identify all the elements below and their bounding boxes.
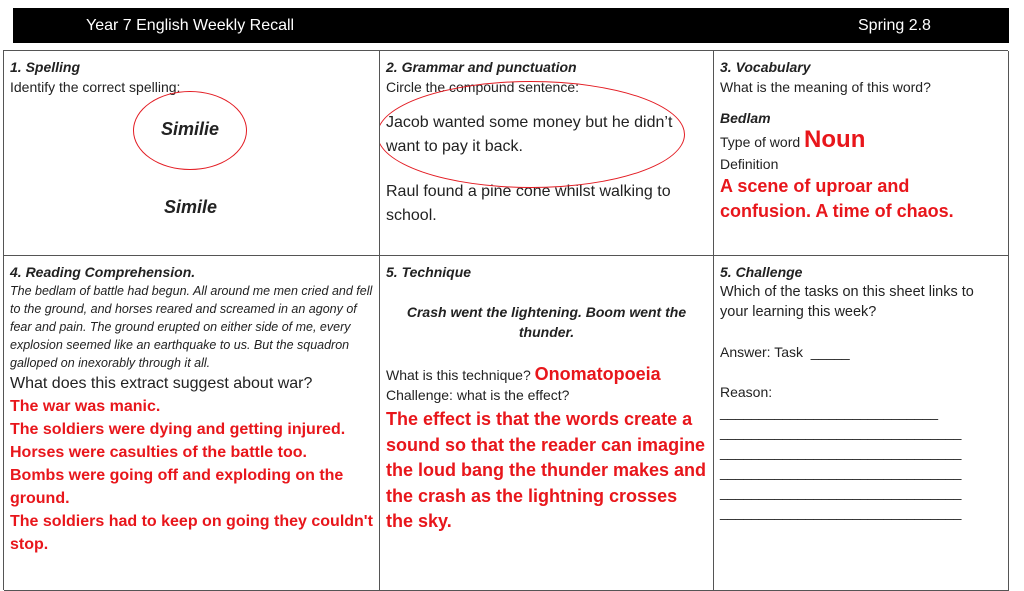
page-title: Year 7 English Weekly Recall <box>86 17 295 34</box>
reading-question: What does this extract suggest about war? <box>10 375 313 392</box>
grammar-instruction: Circle the compound sentence: <box>386 79 579 95</box>
header-bar <box>13 8 1009 43</box>
reading-answer-1: The war was manic. <box>10 398 161 415</box>
reading-answer-5: The soldiers had to keep on going they couldn't stop. <box>10 513 373 553</box>
grammar-sentence-1: Jacob wanted some money but he didn’t want to pay it back. <box>386 114 673 155</box>
reason-line-5: _______________________________ <box>720 484 962 500</box>
challenge-answer: Answer: Task _____ <box>720 344 850 360</box>
definition-label: Definition <box>720 156 779 172</box>
reason-line-2: _______________________________ <box>720 424 962 440</box>
recall-grid <box>3 50 1008 590</box>
technique-answer: Onomatopoeia <box>534 364 661 384</box>
word-type-answer: Noun <box>804 126 866 153</box>
reading-cell <box>4 256 380 591</box>
definition-answer: A scene of uproar and confusion. A time of chaos. <box>720 176 954 221</box>
reason-line-1: ____________________________ <box>720 404 939 420</box>
reading-answer-4: Bombs were going off and exploding on the ground. <box>10 467 344 507</box>
reason-line-6: _______________________________ <box>720 504 962 520</box>
word-type-row <box>720 126 1002 153</box>
reading-extract: The bedlam of battle had begun. All around me men cried and fell to the ground, and horses reared and screamed in an agony of fear and pain. The ground erupted on either side of me, every explosion seemed like an earthquake to us. But the squadron galloped on inexorably through it all. <box>10 284 373 370</box>
reason-line-4: _______________________________ <box>720 464 962 480</box>
technique-question: What is this technique? <box>386 367 531 383</box>
vocabulary-cell <box>714 51 1009 256</box>
challenge-cell <box>714 256 1009 591</box>
technique-heading: 5. Technique <box>386 264 472 280</box>
spelling-option-1: Similie <box>161 119 220 139</box>
vocabulary-heading: 3. Vocabulary <box>720 59 811 75</box>
reason-line-3: _______________________________ <box>720 444 962 460</box>
challenge-reason: Reason: <box>720 384 773 400</box>
challenge-question: Which of the tasks on this sheet links to your learning this week? <box>720 284 974 320</box>
compound-sentence-circle <box>380 81 685 188</box>
technique-cell <box>380 256 714 591</box>
word-type-label: Type of word <box>720 134 801 150</box>
reading-answer-2: The soldiers were dying and getting injured. <box>10 421 346 438</box>
grammar-cell <box>380 51 714 256</box>
reading-answer-3: Horses were casulties of the battle too. <box>10 444 307 461</box>
grammar-heading: 2. Grammar and punctuation <box>386 59 577 75</box>
challenge-heading: 5. Challenge <box>720 264 803 280</box>
spelling-option-2: Simile <box>164 197 218 217</box>
technique-challenge: Challenge: what is the effect? <box>386 387 570 403</box>
technique-quote: Crash went the lightening. Boom went the thunder. <box>406 304 687 340</box>
technique-question-row <box>386 364 707 385</box>
grammar-sentence-2: Raul found a pine cone whilst walking to school. <box>386 183 671 224</box>
reading-heading: 4. Reading Comprehension. <box>10 264 196 280</box>
spelling-instruction: Identify the correct spelling: <box>10 79 181 95</box>
vocabulary-word: Bedlam <box>720 110 771 126</box>
spelling-cell <box>4 51 380 256</box>
vocabulary-question: What is the meaning of this word? <box>720 79 931 95</box>
spelling-heading: 1. Spelling <box>10 59 81 75</box>
technique-effect: The effect is that the words create a sound so that the reader can imagine the loud bang the thunder makes and the crash as the lightning crosses the sky. <box>386 409 707 531</box>
term-label: Spring 2.8 <box>858 17 931 34</box>
